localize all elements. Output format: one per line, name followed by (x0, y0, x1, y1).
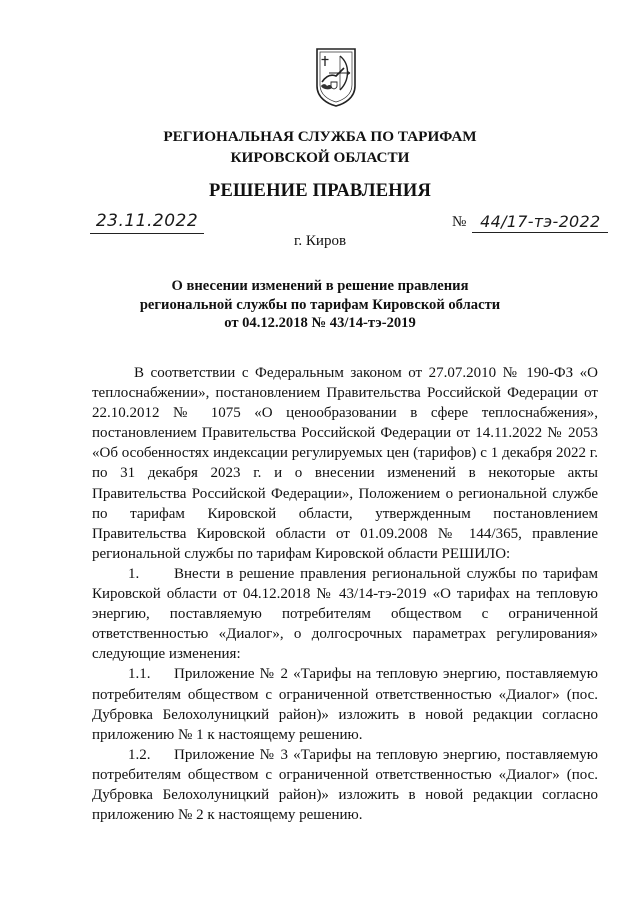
subject-line-1: О внесении изменений в решение правления (171, 278, 469, 294)
decision-date: 23.11.2022 (90, 211, 204, 234)
item-number: 1.2. (128, 746, 151, 763)
item-text: Приложение № 3 «Тарифы на тепловую энергию, поставляемую потребителям обществом с ограниченной ответственностью «Диалог» (пос. Дубровка Белохолуницкий район)» изложить в новой редакции согласно приложению № 2 к настоящему решению. (92, 746, 598, 824)
item-paragraph (92, 745, 598, 825)
decision-number-block (452, 211, 608, 233)
decision-number: 44/17-тэ-2022 (472, 212, 608, 233)
organization-name (0, 126, 640, 168)
item-paragraph (92, 664, 598, 744)
item-text: Внести в решение правления региональной службы по тарифам Кировской области от 04.12.2018 № 43/14-тэ-2019 «О тарифах на тепловую энергию, поставляемую потребителям обществом с ограниченной ответственностью «Диалог», о долгосрочных параметрах регулирования» следующие изменения: (92, 565, 598, 663)
subject-line-3: от 04.12.2018 № 43/14-тэ-2019 (224, 315, 416, 331)
item-number: 1.1. (128, 666, 151, 683)
city-name: г. Киров (293, 233, 347, 249)
coat-of-arms-emblem (314, 46, 358, 108)
preamble-paragraph: В соответствии с Федеральным законом от 27.07.2010 № 190-ФЗ «О теплоснабжении», постановлением Правительства Российской Федерации от 22.10.2012 № 1075 «О ценообразовании в сфере теплоснабжения», постановлением Правительства Российской Федерации от 14.11.2022 № 2053 «Об особенностях индексации регулируемых цен (тарифов) с 1 декабря 2022 г. по 31 декабря 2023 г. и о внесении изменений в некоторые акты Правительства Российской Федерации», Положением о региональной службе по тарифам Кировской области, утвержденным постановлением Правительства Кировской области от 01.09.2008 № 144/365, правление региональной службы по тарифам Кировской области РЕШИЛО: (92, 365, 598, 562)
number-sign: № (452, 214, 467, 230)
org-line-2: КИРОВСКОЙ ОБЛАСТИ (230, 149, 410, 166)
item-paragraph (92, 564, 598, 664)
item-number: 1. (128, 565, 140, 582)
item-text: Приложение № 2 «Тарифы на тепловую энергию, поставляемую потребителям обществом с ограниченной ответственностью «Диалог» (пос. Дубровка Белохолуницкий район)» изложить в новой редакции согласно приложению № 1 к настоящему решению. (92, 666, 598, 743)
decision-body (92, 363, 598, 825)
kirov-emblem-icon (314, 46, 358, 108)
document-type-title: РЕШЕНИЕ ПРАВЛЕНИЯ (208, 181, 432, 201)
decision-subject (0, 277, 640, 333)
org-line-1: РЕГИОНАЛЬНАЯ СЛУЖБА ПО ТАРИФАМ (163, 128, 477, 145)
subject-line-2: региональной службы по тарифам Кировской области (139, 296, 501, 313)
